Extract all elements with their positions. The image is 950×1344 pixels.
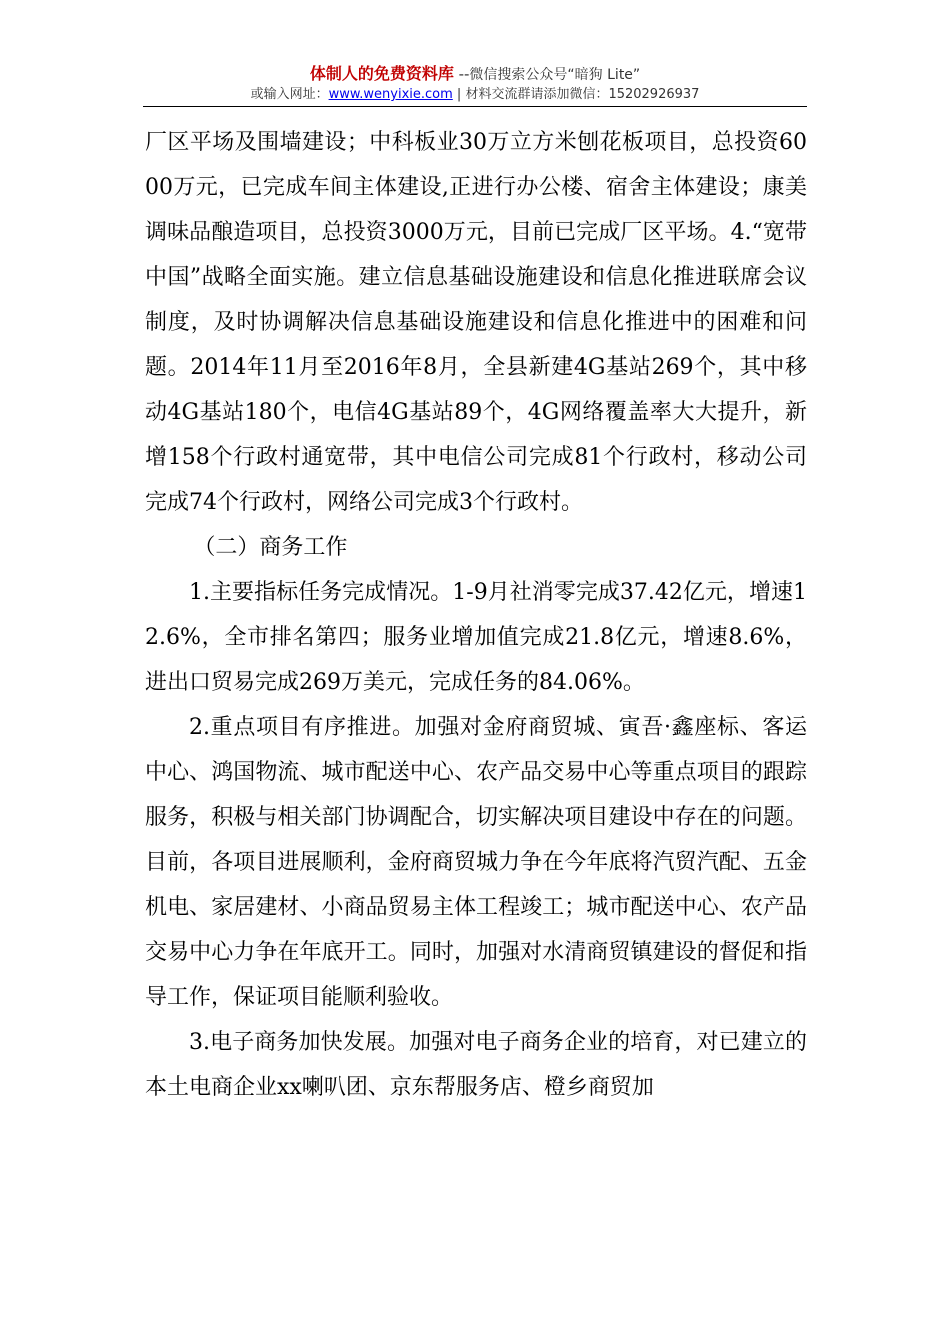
- section-heading-commerce: （二）商务工作: [193, 535, 348, 560]
- header-url-prefix: 或输入网址：: [250, 87, 329, 102]
- document-body: [145, 120, 807, 1110]
- header-url-link[interactable]: www.wenyixie.com: [328, 87, 453, 102]
- header-contact-text: | 材料交流群请添加微信：15202926937: [452, 87, 700, 102]
- header-divider: [143, 106, 807, 107]
- paragraph-ecommerce: 3.电子商务加快发展。加强对电子商务企业的培育，对已建立的本土电商企业xx喇叭团、京东帮服务店、橙乡商贸加: [145, 1030, 807, 1100]
- header-wechat-text: 微信搜索公众号“暗狗 Lite”: [469, 67, 641, 83]
- header-brand: 体制人的免费资料库: [309, 64, 454, 83]
- header-line-1: [0, 64, 950, 84]
- header-line-2: [0, 86, 950, 104]
- paragraph-main-indicators: 1.主要指标任务完成情况。1-9月社消零完成37.42亿元，增速12.6%，全市排名第四；服务业增加值完成21.8亿元，增速8.6%，进出口贸易完成269万美元，完成任务的84.06%。: [145, 580, 807, 695]
- page-header: [0, 64, 950, 104]
- paragraph-infrastructure: 厂区平场及围墙建设；中科板业30万立方米刨花板项目，总投资6000万元，已完成车间主体建设,正进行办公楼、宿舍主体建设；康美调味品酿造项目，总投资3000万元，目前已完成厂区平场。4.“宽带中国”战略全面实施。建立信息基础设施建设和信息化推进联席会议制度，及时协调解决信息基础设施建设和信息化推进中的困难和问题。2014年11月至2016年8月，全县新建4G基站269个，其中移动4G基站180个，电信4G基站89个，4G网络覆盖率大大提升，新增158个行政村通宽带，其中电信公司完成81个行政村，移动公司完成74个行政村，网络公司完成3个行政村。: [145, 130, 807, 515]
- paragraph-key-projects: 2.重点项目有序推进。加强对金府商贸城、寅吾·鑫座标、客运中心、鸿国物流、城市配送中心、农产品交易中心等重点项目的跟踪服务，积极与相关部门协调配合，切实解决项目建设中存在的问题。目前，各项目进展顺利，金府商贸城力争在今年底将汽贸汽配、五金机电、家居建材、小商品贸易主体工程竣工；城市配送中心、农产品交易中心力争在年底开工。同时，加强对水清商贸镇建设的督促和指导工作，保证项目能顺利验收。: [145, 715, 807, 1010]
- header-separator: --: [453, 65, 470, 83]
